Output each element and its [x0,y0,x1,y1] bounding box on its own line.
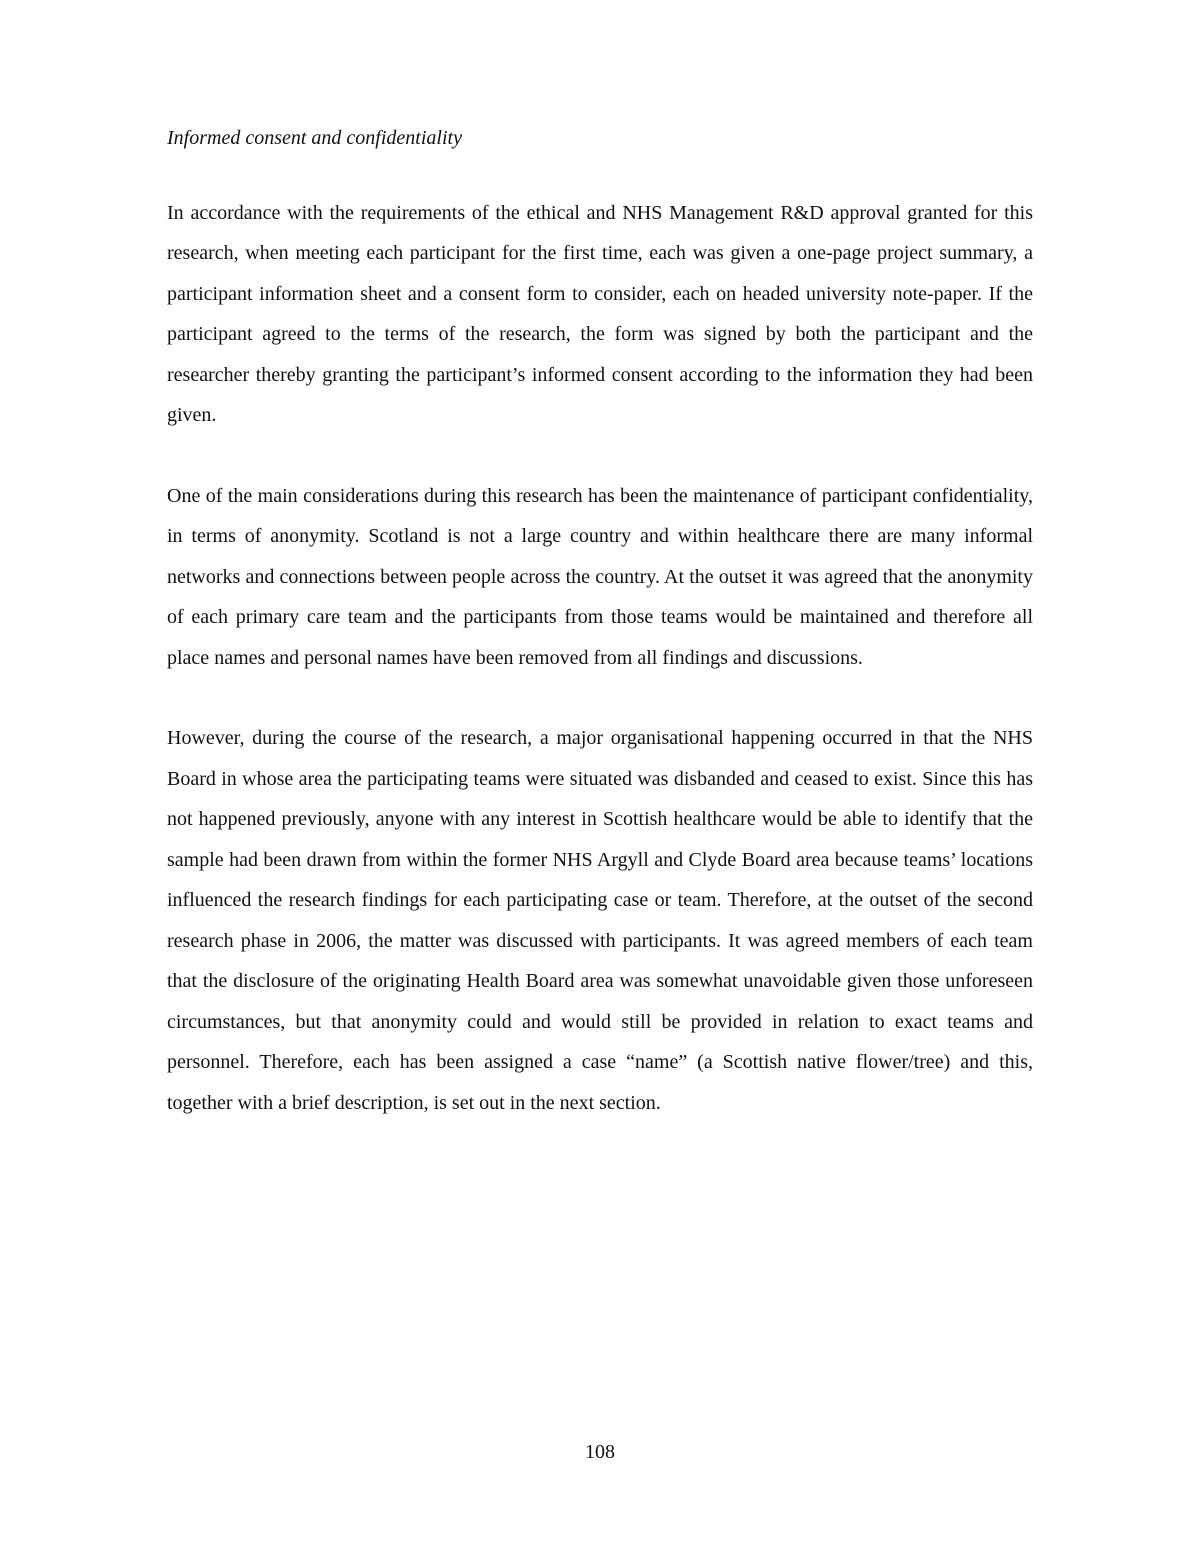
paragraph-informed-consent: In accordance with the requirements of the ethical and NHS Management R&D approval granted for this research, when meeting each participant for the first time, each was given a one-page project summary, a participant information sheet and a consent form to consider, each on headed university note-paper. If the participant agreed to the terms of the research, the form was signed by both the participant and the researcher thereby granting the participant’s informed consent according to the information they had been given. [167,201,1033,426]
paragraph-confidentiality: One of the main considerations during this research has been the maintenance of participant confidentiality, in terms of anonymity. Scotland is not a large country and within healthcare there are many informal networks and connections between people across the country. At the outset it was agreed that the anonymity of each primary care team and the participants from those teams would be maintained and therefore all place names and personal names have been removed from all findings and discussions. [167,484,1033,669]
page-body [167,118,1033,1163]
page-number: 108 [585,1441,615,1463]
paragraph-board-disbanded: However, during the course of the research, a major organisational happening occurred in that the NHS Board in whose area the participating teams were situated was disbanded and ceased to exist. Since this has not happened previously, anyone with any interest in Scottish healthcare would be able to identify that the sample had been drawn from within the former NHS Argyll and Clyde Board area because teams’ locations influenced the research findings for each participating case or team. Therefore, at the outset of the second research phase in 2006, the matter was discussed with participants. It was agreed members of each team that the disclosure of the originating Health Board area was somewhat unavoidable given those unforeseen circumstances, but that anonymity could and would still be provided in relation to exact teams and personnel. Therefore, each has been assigned a case “name” (a Scottish native flower/tree) and this, together with a brief description, is set out in the next section. [167,727,1033,1114]
section-heading: Informed consent and confidentiality [167,127,462,149]
